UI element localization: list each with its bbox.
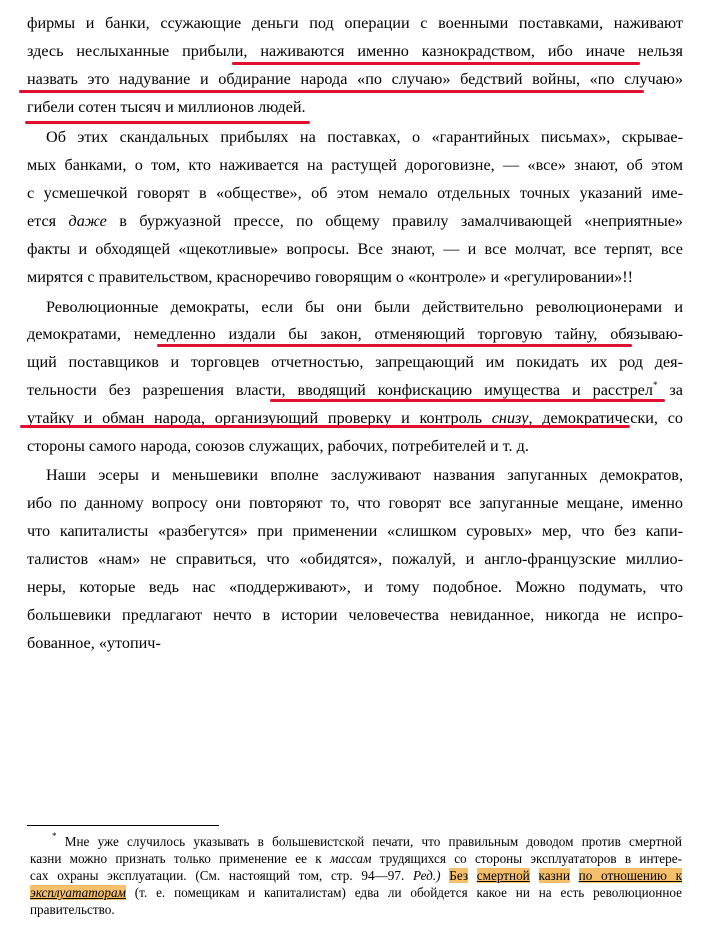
highlighted-text: по отношению к: [578, 868, 683, 883]
text-line: факты и обходящей «щекотливые» вопросы. Все знают, — и все молчат, все терпят, все: [27, 240, 683, 258]
text-line: Наши эсеры и меньшевики вполне заслуживают названия запуганных демократов,: [46, 466, 683, 484]
text-line: фирмы и банки, ссужающие деньги под операции с военными поставками, наживают: [27, 14, 683, 32]
highlighted-text: казни: [538, 868, 570, 883]
text-line: стороны самого народа, союзов служащих, рабочих, потребителей и т. д.: [27, 437, 529, 455]
footnote-line: эксплуататорам (т. е. помещикам и капиталистам) едва ли обойдется какое ни на есть революционное: [30, 885, 682, 900]
footnote-marker: *: [52, 831, 57, 841]
text-line: с усмешечкой говорят в «обществе», об этом немало отдельных точных указаний име-: [27, 184, 683, 202]
emphasis: Ред.): [413, 868, 441, 883]
highlighted-text: эксплуататорам: [30, 885, 126, 900]
emphasis: даже: [68, 212, 107, 230]
text-line: щий поставщиков и торговцев отчетностью, запрещающий им покидать их род дея-: [27, 353, 683, 371]
annotation-underline: [232, 62, 640, 65]
text-line: большевики предлагают нечто в истории человечества невиданное, никогда не испро-: [27, 606, 683, 624]
annotation-underline: [25, 121, 310, 124]
text-line: тельности без разрешения власти, вводящий конфискацию имущества и расстрел* за: [27, 380, 683, 399]
text-line: Об этих скандальных прибылях на поставках, о «гарантийных письмах», скрывае-: [46, 128, 683, 146]
annotation-underline: [20, 425, 630, 428]
footnote-line: * Мне уже случилось указывать в большевистской печати, что правильным доводом против смертной: [52, 831, 682, 849]
text-line: ибо по данному вопросу они повторяют то, что говорят все запуганные мещане, именно: [27, 494, 683, 512]
highlighted-text: смертной: [476, 868, 530, 883]
highlighted-text: Без: [449, 868, 469, 883]
text-line: гибели сотен тысяч и миллионов людей.: [27, 98, 306, 116]
footnote-marker: *: [652, 380, 658, 390]
footnote-line: казни можно признать только применение ее к массам трудящихся со стороны эксплуататоров в интере-: [30, 851, 682, 866]
text-line: бованное, «утопич-: [27, 634, 161, 652]
emphasis: снизу: [491, 409, 529, 427]
text-line: здесь неслыханные прибыли, наживаются именно казнокрадством, ибо иначе нельзя: [27, 42, 683, 60]
footnote-separator: [27, 825, 219, 826]
text-line: демократами, немедленно издали бы закон, отменяющий торговую тайну, обязываю-: [27, 325, 683, 343]
text-line: неры, которые ведь нас «поддерживают», и тому подобное. Можно подумать, что: [27, 578, 683, 596]
footnote-line: сах охраны эксплуатации. (См. настоящий том, стр. 94—97. Ред.) Без смертной казни по отношению к: [30, 868, 683, 883]
text-line: ется даже в буржуазной прессе, по общему правилу замалчивающей «неприятные»: [27, 212, 683, 230]
text-line: назвать это надувание и обдирание народа «по случаю» бедствий войны, «по случаю»: [27, 70, 683, 88]
text-line: мирятся с правительством, красноречиво говорящим о «контроле» и «регулировании»!!: [27, 268, 634, 286]
text-line: Революционные демократы, если бы они были действительно революционерами и: [46, 298, 683, 316]
text-line: утайку и обман народа, организующий проверку и контроль снизу, демократически, со: [27, 409, 683, 427]
text-line: талистов «нам» не справиться, что «обидятся», пожалуй, и англо-французские миллио-: [27, 550, 683, 568]
annotation-underline: [270, 399, 665, 402]
text-line: мых банками, о том, кто наживается на растущей дороговизне, — «все» знают, об этом: [27, 156, 683, 174]
annotation-underline: [157, 344, 632, 347]
emphasis: массам: [329, 851, 372, 866]
text-line: что капиталисты «разбегутся» при применении «слишком суровых» мер, что без капи-: [27, 522, 683, 540]
footnote-line: правительство.: [30, 902, 115, 917]
annotation-underline: [19, 90, 644, 93]
